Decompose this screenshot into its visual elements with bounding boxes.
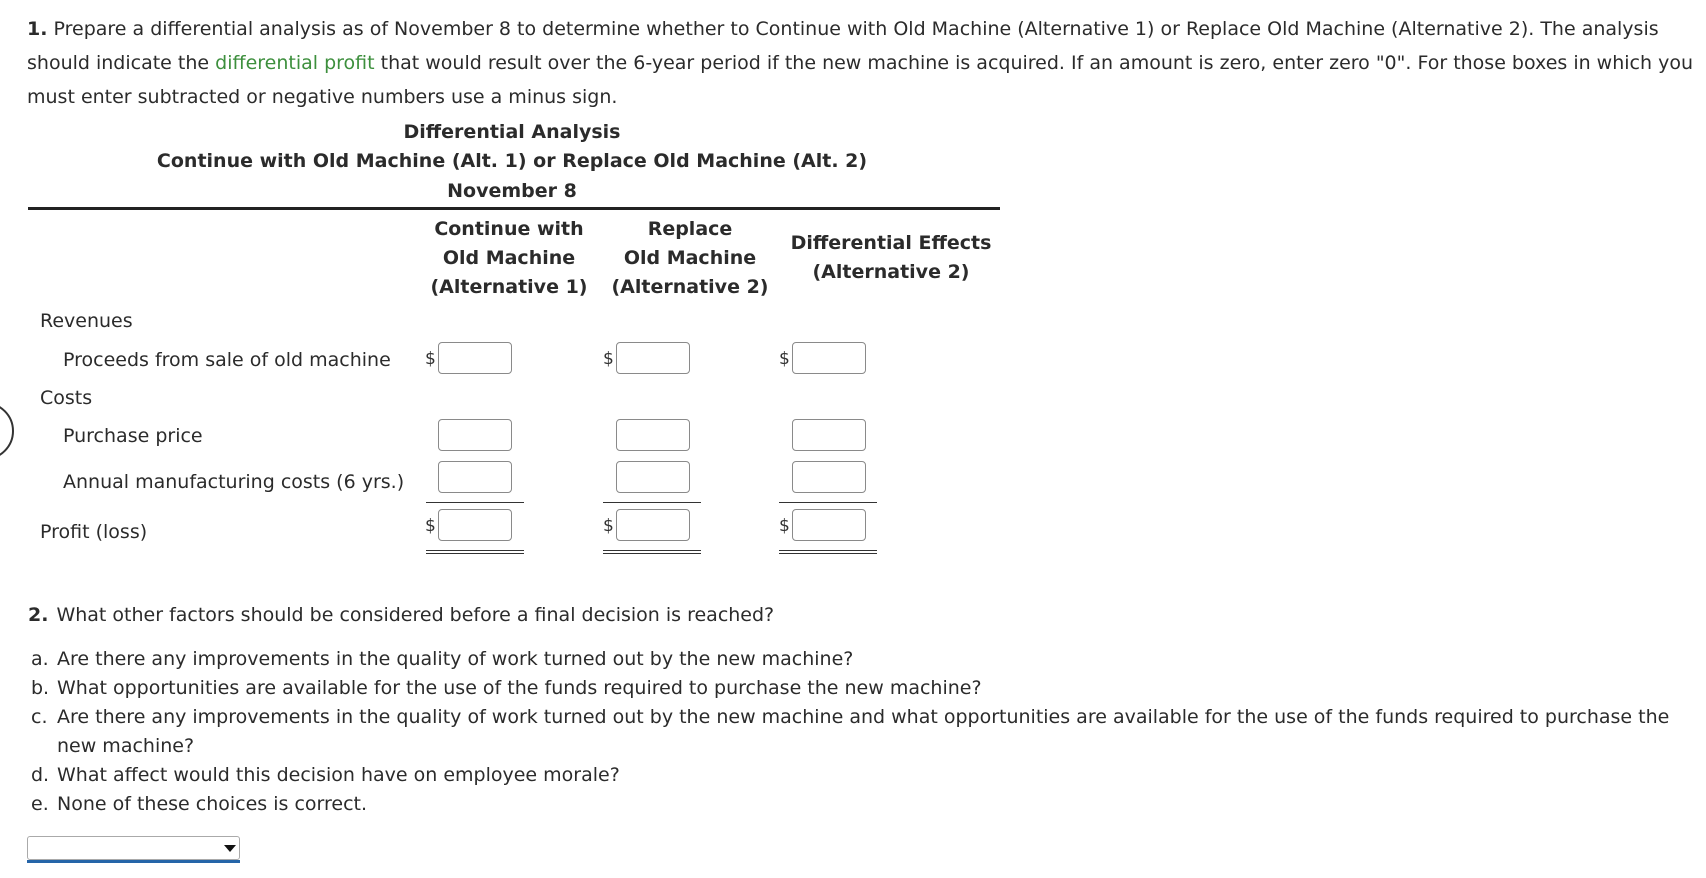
option-letter: b. [31,677,50,699]
currency-symbol: $ [603,349,614,369]
col-header-alt2-line1: Replace [647,218,733,240]
chevron-down-icon [224,845,236,852]
col-header-alt1-line1: Continue with [434,218,584,240]
question-2-number: 2. [28,604,49,626]
currency-symbol: $ [425,516,436,536]
table-date: November 8 [447,180,577,202]
annual-alt2-input[interactable] [616,461,690,493]
option-text: What affect would this decision have on employee morale? [57,764,620,786]
dropdown-focus-underline [27,860,240,863]
purchase-alt2-input[interactable] [616,419,690,451]
col-header-alt2 [598,215,782,302]
question-1-text-after: that would result over the 6-year period if the new machine is acquired. If an amount is zero, enter zero "0". For those boxes in which you must enter subtracted or negative numbers use a minus sign. [27,52,1693,108]
col-header-differential [785,229,997,287]
annual-alt1-input[interactable] [438,461,512,493]
question-2-prompt: What other factors should be considered before a final decision is reached? [56,604,775,626]
total-double-rule [779,550,877,554]
revenues-label: Revenues [40,310,133,332]
table-title: Differential Analysis [403,121,621,143]
option-b [31,674,1703,703]
col-header-diff-line2: (Alternative 2) [812,261,970,283]
option-text: None of these choices is correct. [57,793,368,815]
question-1-text [27,12,1706,114]
scroll-handle-circle [0,402,14,460]
profit-diff-input[interactable] [792,509,866,541]
proceeds-label: Proceeds from sale of old machine [63,349,391,371]
option-text: What opportunities are available for the use of the funds required to purchase the new machine? [57,677,982,699]
annual-costs-label: Annual manufacturing costs (6 yrs.) [63,471,405,493]
answer-dropdown[interactable] [27,836,240,860]
currency-symbol: $ [603,516,614,536]
subtotal-rule [779,502,877,503]
purchase-diff-input[interactable] [792,419,866,451]
proceeds-diff-input[interactable] [792,342,866,374]
purchase-alt1-input[interactable] [438,419,512,451]
col-header-alt2-line2: Old Machine [623,247,757,269]
option-e [31,790,1703,819]
currency-symbol: $ [425,349,436,369]
answer-options [31,645,1703,819]
subtotal-rule [426,502,524,503]
option-letter: c. [31,706,48,728]
proceeds-alt1-input[interactable] [438,342,512,374]
total-double-rule [603,550,701,554]
profit-alt1-input[interactable] [438,509,512,541]
option-letter: d. [31,764,50,786]
table-subtitle: Continue with Old Machine (Alt. 1) or Replace Old Machine (Alt. 2) [156,150,868,172]
option-d [31,761,1703,790]
col-header-alt1 [418,215,600,302]
subtotal-rule [603,502,701,503]
option-c [31,703,1703,761]
col-header-alt1-line2: Old Machine [442,247,576,269]
question-1-number: 1. [27,18,48,40]
currency-symbol: $ [779,516,790,536]
question-2-text [28,604,774,626]
col-header-alt2-line3: (Alternative 2) [611,276,769,298]
purchase-price-label: Purchase price [63,425,203,447]
header-rule [28,207,1000,210]
option-a [31,645,1703,674]
profit-loss-label: Profit (loss) [40,521,148,543]
option-letter: a. [31,648,49,670]
profit-alt2-input[interactable] [616,509,690,541]
annual-diff-input[interactable] [792,461,866,493]
currency-symbol: $ [779,349,790,369]
option-text: Are there any improvements in the quality of work turned out by the new machine and what opportunities are available for the use of the funds required to purchase the new machine? [57,706,1670,757]
option-letter: e. [31,793,49,815]
total-double-rule [426,550,524,554]
question-1-text-before: Prepare a differential analysis as of November 8 to determine whether to Continue with Old Machine (Alternative 1) or Replace Old Machine (Alternative 2). The analysis should indicate the [27,18,1659,74]
option-text: Are there any improvements in the quality of work turned out by the new machine? [57,648,854,670]
costs-label: Costs [40,387,93,409]
col-header-alt1-line3: (Alternative 1) [430,276,588,298]
differential-profit-link[interactable]: differential profit [215,52,375,74]
col-header-diff-line1: Differential Effects [790,232,992,254]
proceeds-alt2-input[interactable] [616,342,690,374]
